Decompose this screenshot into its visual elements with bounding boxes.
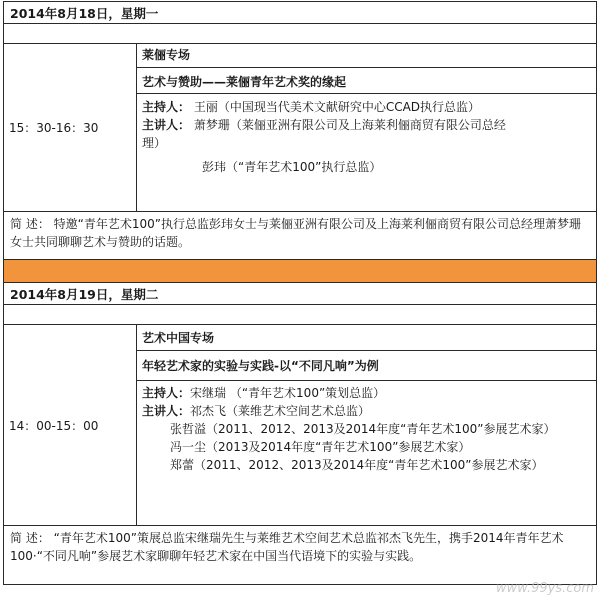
day2-speaker1: 祁杰飞（莱维艺术空间艺术总监） bbox=[190, 404, 371, 418]
day1-blank-row bbox=[4, 24, 596, 44]
day2-speaker2: 张哲溢（2011、2012、2013及2014年度“青年艺术100”参展艺术家） bbox=[170, 422, 556, 436]
day2-speaker4: 郑蕾（2011、2012、2013及2014年度“青年艺术100”参展艺术家） bbox=[170, 458, 544, 472]
day1-summary: 简 述： 特邀“青年艺术100”执行总监彭玮女士与莱俪亚洲有限公司及上海莱利俪商贸有限公司总经理萧梦珊女士共同聊聊艺术与赞助的话题。 bbox=[4, 211, 596, 260]
day1-speaker-label: 主讲人： bbox=[142, 118, 191, 132]
day2-summary: 简 述： “青年艺术100”策展总监宋继瑞先生与莱维艺术空间艺术总监祁杰飞先生，携手2014年青年艺术100·“不同凡响”参展艺术家聊聊年轻艺术家在中国当代语境下的实验与实践。 bbox=[4, 525, 596, 585]
watermark: www.99ys.com bbox=[495, 581, 594, 596]
day2-blank-row bbox=[4, 305, 596, 325]
day1-block bbox=[3, 1, 597, 260]
day1-host: 王丽（中国现当代美术文献研究中心CCAD执行总监） bbox=[190, 100, 481, 114]
day1-time-text: 15：30-16：30 bbox=[9, 121, 99, 135]
day2-title: 年轻艺术家的实验与实践-以“不同凡响”为例 bbox=[137, 351, 596, 381]
day2-details bbox=[137, 325, 596, 525]
day2-host: 宋继瑞 （“青年艺术100”策划总监） bbox=[190, 386, 386, 400]
day1-speaker1-cont: 理） bbox=[142, 136, 167, 150]
day2-people bbox=[137, 381, 596, 525]
day2-block bbox=[3, 283, 597, 585]
schedule-table bbox=[3, 1, 597, 585]
day1-people bbox=[137, 94, 596, 211]
day2-speaker-label: 主讲人： bbox=[142, 404, 191, 418]
day2-session-grid bbox=[4, 325, 596, 525]
day1-details bbox=[137, 44, 596, 211]
day2-section: 艺术中国专场 bbox=[137, 325, 596, 351]
day1-title: 艺术与赞助——莱俪青年艺术奖的缘起 bbox=[137, 68, 596, 94]
day2-time-text: 14：00-15：00 bbox=[9, 418, 99, 433]
day2-date: 2014年8月19日，星期二 bbox=[4, 283, 596, 305]
day2-host-label: 主持人： bbox=[142, 386, 191, 400]
day2-time bbox=[4, 325, 137, 525]
day1-time bbox=[4, 44, 137, 211]
day1-speaker1: 萧梦珊（莱俪亚洲有限公司及上海莱利俪商贸有限公司总经 bbox=[190, 118, 506, 132]
day1-speaker2: 彭玮（“青年艺术100”执行总监） bbox=[202, 160, 382, 174]
day1-session-grid bbox=[4, 44, 596, 211]
day1-section: 莱俪专场 bbox=[137, 44, 596, 68]
day-divider bbox=[3, 260, 597, 283]
day1-host-label: 主持人： bbox=[142, 100, 191, 114]
day1-date: 2014年8月18日，星期一 bbox=[4, 2, 596, 24]
day2-speaker3: 冯一尘（2013及2014年度“青年艺术100”参展艺术家） bbox=[170, 440, 471, 454]
